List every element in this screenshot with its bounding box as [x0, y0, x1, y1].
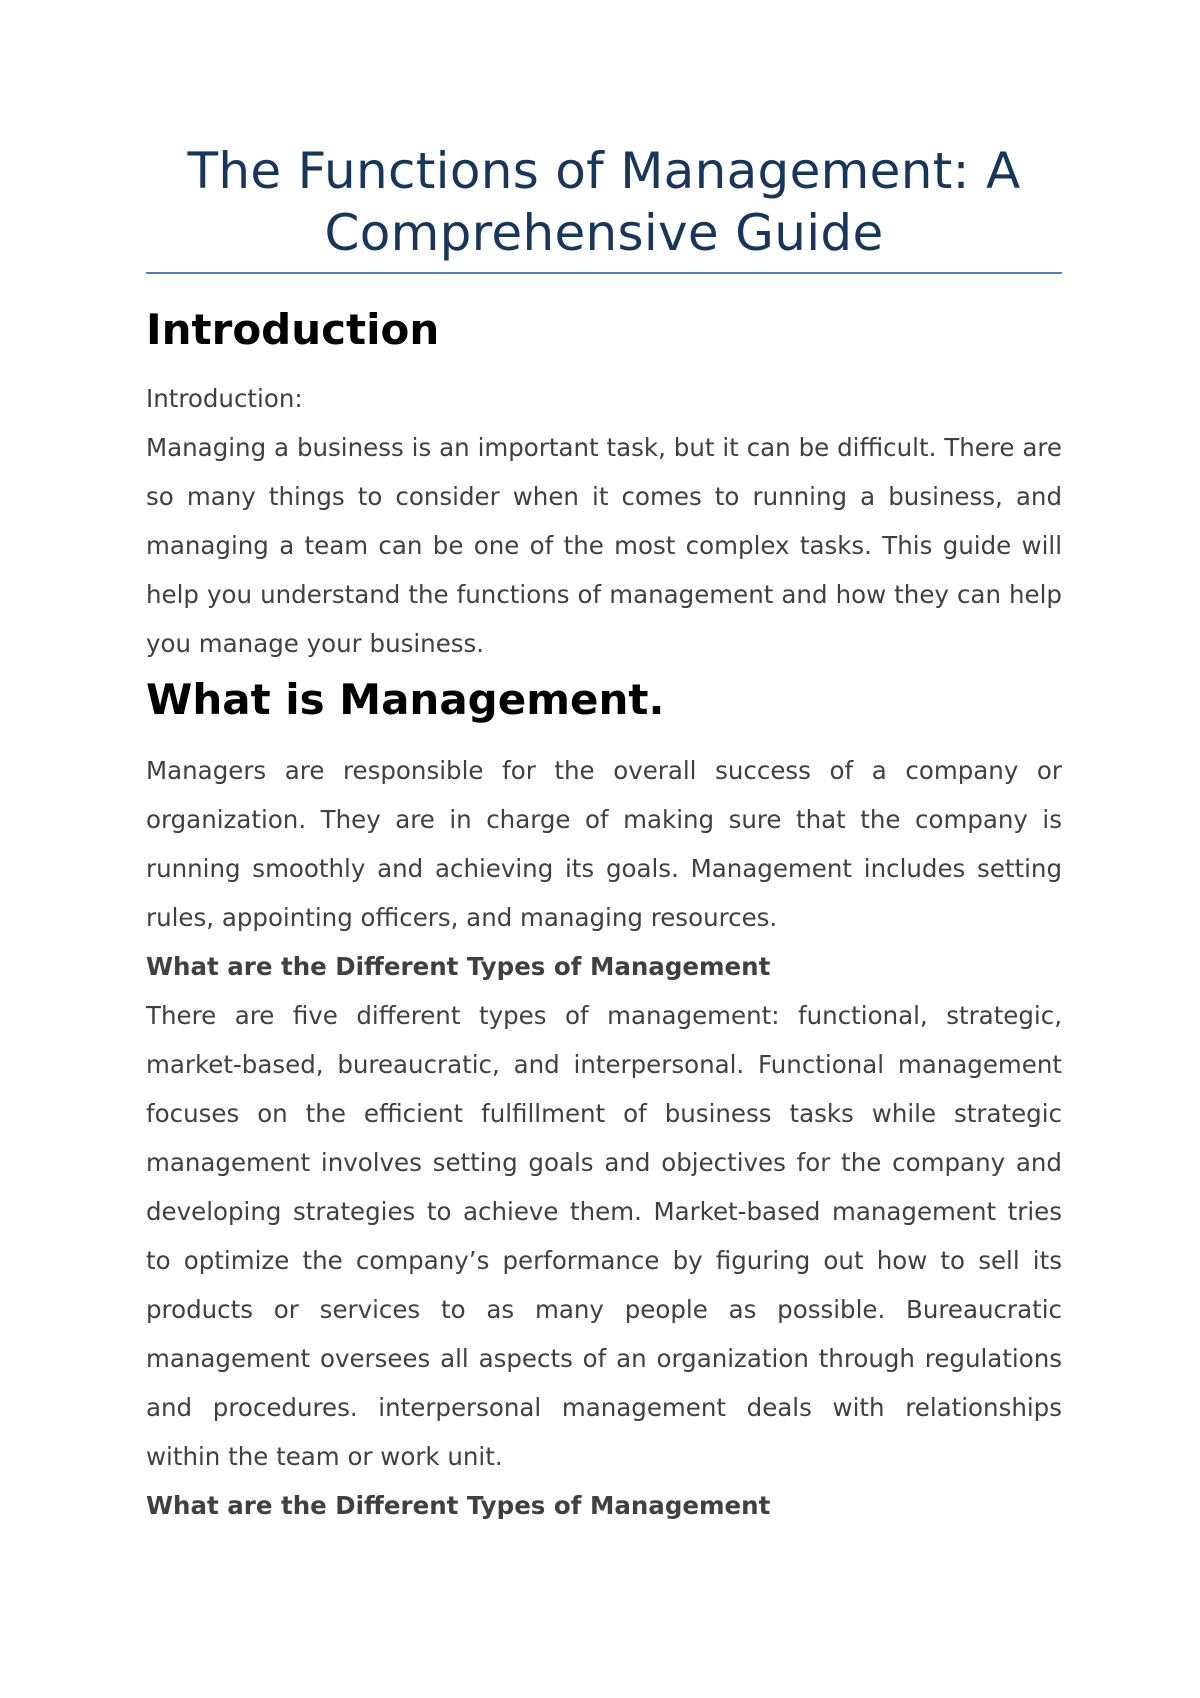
- management-paragraph: Managers are responsible for the overall success of a company or organization. They are in charge of making sure that the company is running smoothly and achieving its goals. Management includes setting rules, appointing officers, and managing resources.: [146, 756, 1062, 932]
- types-of-management-paragraph: There are five different types of management: functional, strategic, market-based, bureaucratic, and interpersonal. Functional management focuses on the efficient fulfillment of business tasks while strategic management involves setting goals and objectives for the company and developing strategies to achieve them. Market-based management tries to optimize the company’s performance by figuring out how to sell its products or services to as many people as possible. Bureaucratic management oversees all aspects of an organization through regulations and procedures. interpersonal management deals with relationships within the team or work unit.: [146, 1001, 1062, 1471]
- introduction-label: Introduction:: [146, 384, 303, 413]
- introduction-heading: Introduction: [146, 305, 440, 354]
- introduction-paragraph: Managing a business is an important task, but it can be difficult. There are so many things to consider when it comes to running a business, and managing a team can be one of the most complex tasks. This guide will help you understand the functions of management and how they can help you manage your business.: [146, 433, 1062, 658]
- title-divider: [146, 272, 1062, 274]
- document-title: The Functions of Management: A Comprehensive Guide: [187, 142, 1021, 262]
- document-page: [146, 140, 1062, 1530]
- types-of-management-subheading-repeat: What are the Different Types of Management: [146, 1491, 771, 1520]
- what-is-management-heading: What is Management.: [146, 675, 665, 724]
- types-of-management-subheading: What are the Different Types of Management: [146, 952, 771, 981]
